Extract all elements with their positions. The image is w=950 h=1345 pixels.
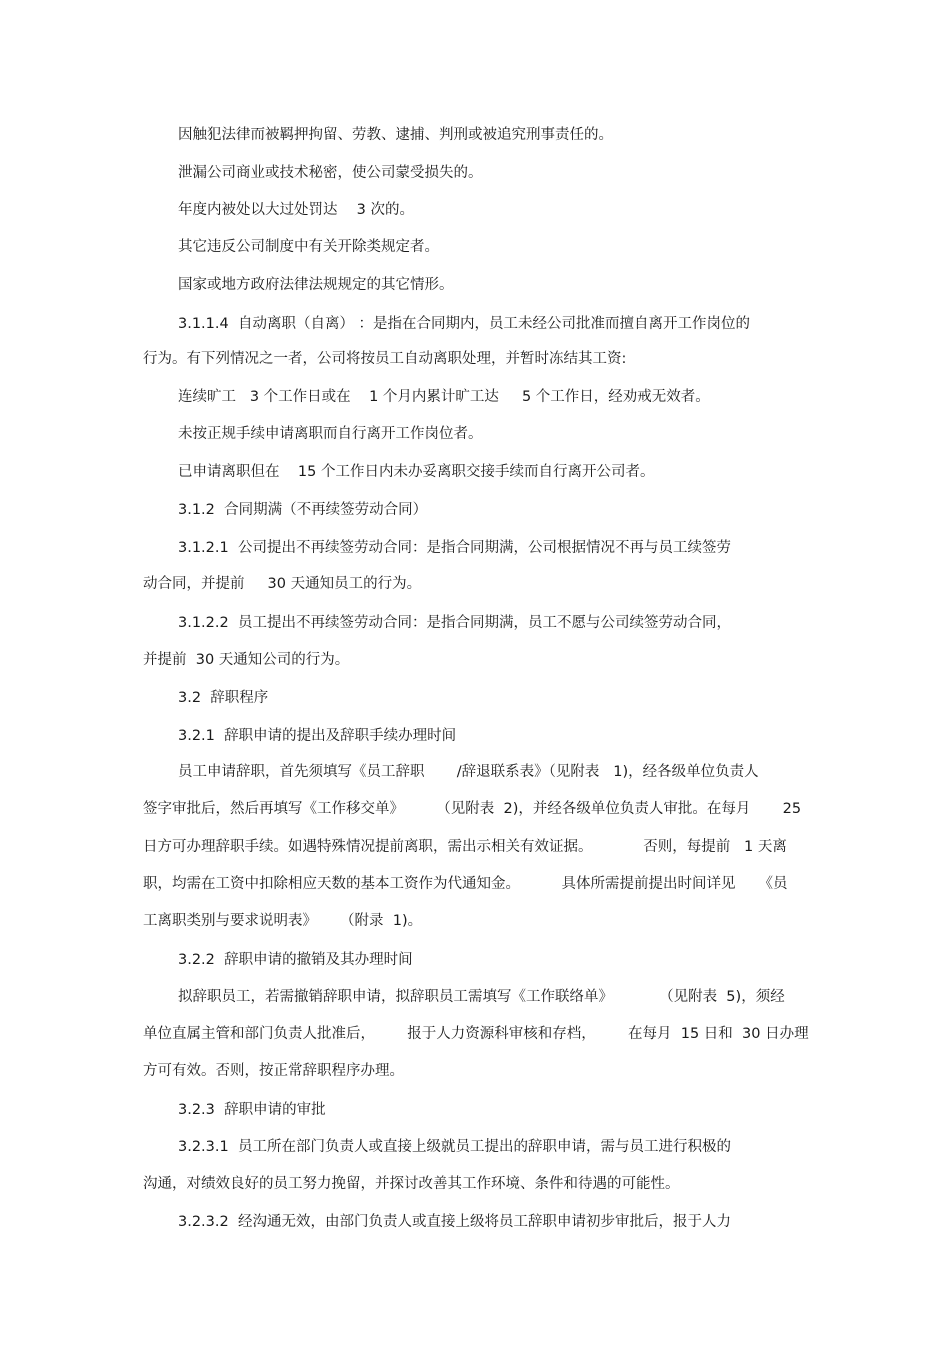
text-line: 签字审批后，然后再填写《工作移交单》 （见附表 2)，并经各级单位负责人审批。在每月 25 bbox=[143, 801, 802, 817]
text-line: 动合同，并提前 30 天通知员工的行为。 bbox=[143, 576, 422, 592]
text-line: 其它违反公司制度中有关开除类规定者。 bbox=[178, 239, 439, 255]
text-line: 年度内被处以大过处罚达 3 次的。 bbox=[178, 202, 414, 218]
text-line: 员工申请辞职，首先须填写《员工辞职 /辞退联系表》（见附表 1)，经各级单位负责人 bbox=[178, 764, 759, 780]
section-heading: 3.2.1 辞职申请的提出及辞职手续办理时间 bbox=[178, 728, 457, 744]
text-line: 3.1.2.2 员工提出不再续签劳动合同：是指合同期满，员工不愿与公司续签劳动合同， bbox=[178, 615, 731, 631]
text-line: 单位直属主管和部门负责人批准后， 报于人力资源科审核和存档， 在每月 15 日和 30 日办理 bbox=[143, 1026, 809, 1042]
section-heading: 3.2.2 辞职申请的撤销及其办理时间 bbox=[178, 952, 413, 968]
section-heading: 3.1.1.4 自动离职（自离） ：是指在合同期内，员工未经公司批准而擅自离开工作岗位的 bbox=[178, 316, 751, 332]
text-line: 连续旷工 3 个工作日或在 1 个月内累计旷工达 5 个工作日，经劝戒无效者。 bbox=[178, 389, 710, 405]
text-line: 国家或地方政府法律法规规定的其它情形。 bbox=[178, 277, 454, 293]
text-line: 沟通，对绩效良好的员工努力挽留，并探讨改善其工作环境、条件和待遇的可能性。 bbox=[143, 1176, 680, 1192]
text-line: 未按正规手续申请离职而自行离开工作岗位者。 bbox=[178, 426, 483, 442]
section-heading: 3.2 辞职程序 bbox=[178, 690, 269, 706]
text-line: 拟辞职员工，若需撤销辞职申请，拟辞职员工需填写《工作联络单》 （见附表 5)，须经 bbox=[178, 989, 785, 1005]
text-line: 职，均需在工资中扣除相应天数的基本工资作为代通知金。 具体所需提前提出时间详见 《员 bbox=[143, 876, 788, 892]
text-line: 行为。有下列情况之一者，公司将按员工自动离职处理，并暂时冻结其工资: bbox=[143, 351, 627, 367]
text-line: 因触犯法律而被羁押拘留、劳教、逮捕、判刑或被追究刑事责任的。 bbox=[178, 127, 613, 143]
text-line: 并提前 30 天通知公司的行为。 bbox=[143, 652, 350, 668]
text-line: 泄漏公司商业或技术秘密，使公司蒙受损失的。 bbox=[178, 165, 483, 181]
text-line: 3.1.2.1 公司提出不再续签劳动合同：是指合同期满，公司根据情况不再与员工续签劳 bbox=[178, 540, 731, 556]
text-line: 工离职类别与要求说明表》 （附录 1)。 bbox=[143, 913, 423, 929]
text-line: 3.2.3.2 经沟通无效，由部门负责人或直接上级将员工辞职申请初步审批后，报于人力 bbox=[178, 1214, 731, 1230]
section-heading: 3.1.2 合同期满（不再续签劳动合同） bbox=[178, 502, 428, 518]
section-heading: 3.2.3 辞职申请的审批 bbox=[178, 1102, 326, 1118]
text-line: 3.2.3.1 员工所在部门负责人或直接上级就员工提出的辞职申请，需与员工进行积极的 bbox=[178, 1139, 731, 1155]
text-line: 方可有效。否则，按正常辞职程序办理。 bbox=[143, 1063, 404, 1079]
text-line: 日方可办理辞职手续。如遇特殊情况提前离职，需出示相关有效证据。 否则，每提前 1 天离 bbox=[143, 839, 787, 855]
text-line: 已申请离职但在 15 个工作日内未办妥离职交接手续而自行离开公司者。 bbox=[178, 464, 655, 480]
